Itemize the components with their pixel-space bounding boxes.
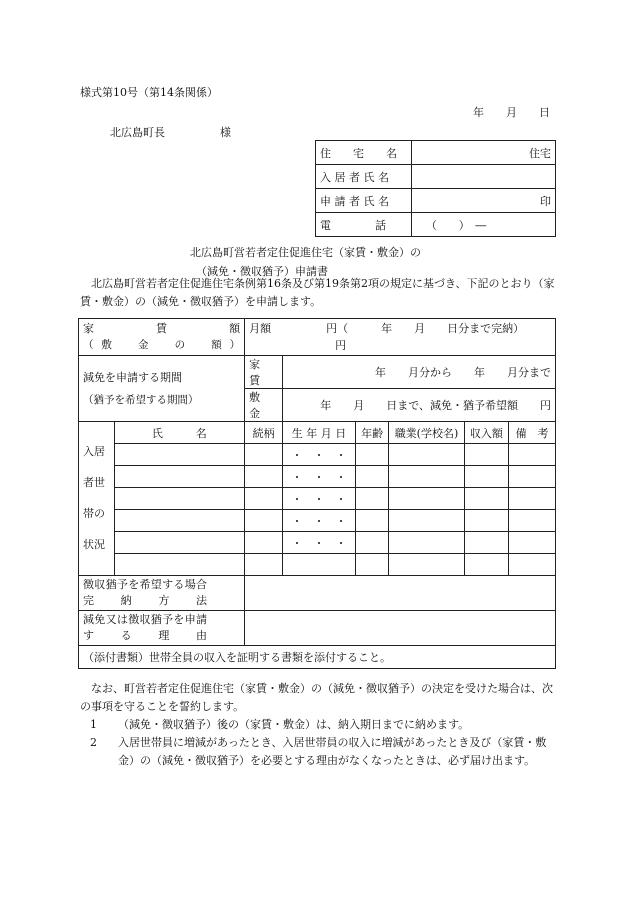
dob-field[interactable]: ・ ・ ・ <box>283 444 356 466</box>
attachment-note: （添付書類）世帯全員の収入を証明する書類を添付すること。 <box>79 646 556 669</box>
title-line2: （減免・徴収猶予）申請書 <box>196 265 328 278</box>
table-row <box>79 488 556 510</box>
header-remarks: 備 考 <box>509 422 556 444</box>
reason-field[interactable] <box>245 611 556 646</box>
title-line1: 北広島町営若者定住促進住宅（家賃・敷金）の <box>190 246 421 259</box>
header-name: 氏 名 <box>114 422 245 444</box>
period-deposit-field[interactable]: 年 月 日まで、減免・猶予希望額 円 <box>283 389 556 422</box>
header-relation: 続柄 <box>245 422 283 444</box>
pledge-item-2: 2 入居世帯員に増減があったとき、入居世帯員の収入に増減があったとき及び（家賃・敷金）の（減免・徴収猶予）を必要とする理由がなくなったときは、必ず届け出ます。 <box>90 736 547 767</box>
household-side-label: 入居 者世 帯の 状況 <box>79 422 115 576</box>
resident-name-field[interactable] <box>411 165 555 189</box>
pledge-item-1: 1 （減免・徴収猶予）後の（家賃・敷金）は、納入期日までに納めます。 <box>90 718 470 731</box>
applicant-name-field[interactable]: 印 <box>411 189 555 213</box>
resident-name-label: 入 居 者 氏 名 <box>316 165 412 189</box>
intro-text: 北広島町営若者定住促進住宅条例第16条及び第19条第2項の規定に基づき、下記のとおり（家賃・敷金）の（減免・徴収猶予）を申請します。 <box>80 277 555 308</box>
addressee: 北広島町長 様 <box>110 126 231 139</box>
housing-name-label: 住 宅 名 <box>316 141 412 165</box>
phone-label: 電 話 <box>316 213 412 237</box>
application-table <box>78 318 556 669</box>
period-rent-field[interactable]: 年 月分から 年 月分まで <box>283 356 556 389</box>
dob-field[interactable]: ・ ・ ・ <box>283 466 356 488</box>
housing-name-field[interactable]: 住宅 <box>411 141 555 165</box>
rent-field[interactable]: 月額 円（ 年 月 日分まで完納） 円 <box>245 319 556 356</box>
table-row <box>79 444 556 466</box>
rent-label: 家 賃 額 （敷 金 の 額） <box>79 319 245 356</box>
header-occupation: 職業(学校名) <box>389 422 464 444</box>
dob-field[interactable]: ・ ・ ・ <box>283 532 356 554</box>
phone-field[interactable]: （ ） ― <box>411 213 555 237</box>
header-age: 年齢 <box>355 422 388 444</box>
deferral-method-field[interactable] <box>245 576 556 611</box>
header-dob: 生 年 月 日 <box>283 422 356 444</box>
pledge-text: なお、町営若者定住促進住宅（家賃・敷金）の（減免・徴収猶予）の決定を受けた場合は、次の事項を守ることを誓約します。 <box>80 682 553 713</box>
form-number: 様式第10号（第14条関係） <box>80 86 218 99</box>
table-row <box>79 466 556 488</box>
period-deposit-label: 敷 金 <box>245 389 283 422</box>
applicant-table <box>315 140 556 237</box>
date-line: 年 月 日 <box>473 106 550 119</box>
applicant-name-label: 申 請 者 氏 名 <box>316 189 412 213</box>
period-label: 減免を申請する期間 （猶予を希望する期間） <box>79 356 245 422</box>
reason-label: 減免又は徴収猶予を申請する理由 <box>79 611 245 646</box>
dob-field[interactable]: ・ ・ ・ <box>283 488 356 510</box>
table-row <box>79 532 556 554</box>
period-rent-label: 家 賃 <box>245 356 283 389</box>
table-row <box>79 554 556 576</box>
dob-field[interactable]: ・ ・ ・ <box>283 510 356 532</box>
table-row <box>79 510 556 532</box>
header-income: 収入額 <box>464 422 508 444</box>
deferral-method-label: 徴収猶予を希望する場合完納方法 <box>79 576 245 611</box>
